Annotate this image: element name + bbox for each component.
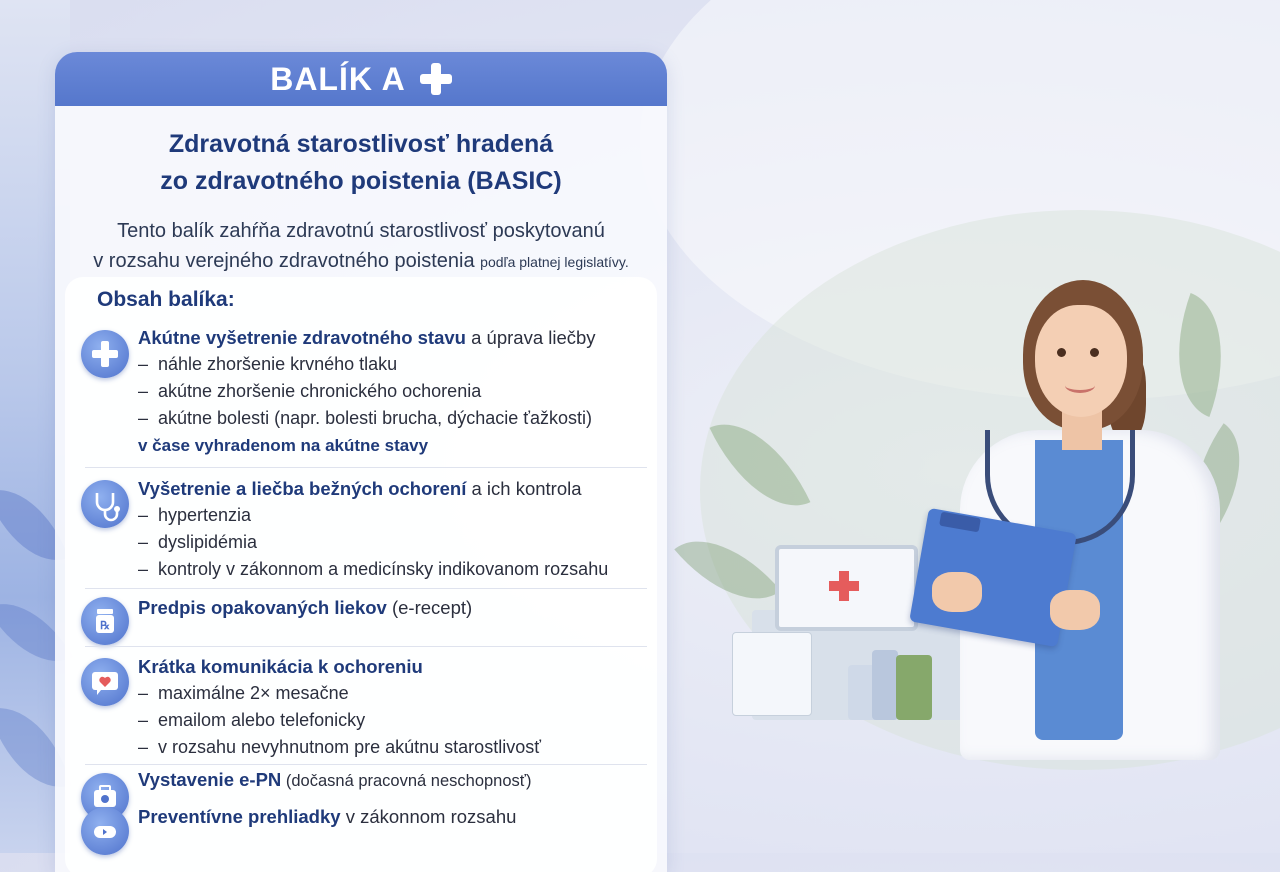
divider <box>85 588 647 589</box>
subtitle-line: Zdravotná starostlivosť hradená <box>168 130 554 158</box>
content-title: Obsah balíka: <box>97 288 235 311</box>
divider <box>85 467 647 468</box>
plant-leaf-icon <box>710 402 811 527</box>
document-icon <box>732 632 812 716</box>
divider <box>85 764 647 765</box>
medical-plus-icon <box>81 330 129 378</box>
content-box <box>65 277 657 872</box>
list-item: – v rozsahu nevyhnutnom pre akútnu starostlivosť <box>138 737 541 757</box>
svg-text:℞: ℞ <box>100 620 110 632</box>
package-description <box>55 216 667 277</box>
description-text: v rozsahu verejného zdravotného poistenia <box>93 250 475 272</box>
section-text <box>138 325 596 456</box>
doctor-eye <box>1090 348 1099 357</box>
subtitle-line: zo zdravotného poistenia (BASIC) <box>160 167 562 195</box>
description-line: Tento balík zahŕňa zdravotnú starostlivosť poskytovanú <box>117 220 605 242</box>
description-line <box>55 246 667 277</box>
package-subtitle <box>55 126 667 200</box>
list-item: – maximálne 2× mesačne <box>138 683 349 703</box>
prescription-icon <box>81 597 129 645</box>
section-heading: Akútne vyšetrenie zdravotného stavu a úprava liečby <box>138 327 596 348</box>
list-item: – akútne zhoršenie chronického ochorenia <box>138 381 482 401</box>
section-text <box>138 476 608 583</box>
section-heading: Krátka komunikácia k ochoreniu <box>138 656 423 677</box>
list-item: – hypertenzia <box>138 505 252 525</box>
section-note: v čase vyhradenom na akútne stavy <box>138 436 429 455</box>
doctor-smile <box>1065 378 1095 393</box>
vaccine-icon <box>81 807 129 855</box>
section-heading: Preventívne prehliadky v zákonnom rozsahu <box>138 806 517 827</box>
list-item: – emailom alebo telefonicky <box>138 710 366 730</box>
list-item: – náhle zhoršenie krvného tlaku <box>138 354 398 374</box>
section-text <box>138 767 531 794</box>
plus-icon <box>420 63 452 95</box>
list-item: – dyslipidémia <box>138 532 258 552</box>
section-heading: Vyšetrenie a liečba bežných ochorení a ich kontrola <box>138 478 582 499</box>
doctor-face <box>1035 305 1127 417</box>
doctor-hand <box>1050 590 1100 630</box>
section-heading: Vystavenie e-PN (dočasná pracovná neschopnosť) <box>138 769 532 790</box>
plant-leaf-icon <box>1153 293 1247 417</box>
list-item: – akútne bolesti (napr. bolesti brucha, dýchacie ťažkosti) <box>138 408 592 428</box>
list-item: – kontroly v zákonnom a medicínsky indikovanom rozsahu <box>138 559 609 579</box>
card-header <box>55 52 667 106</box>
medicine-bottle-icon <box>872 650 898 720</box>
doctor-eye <box>1057 348 1066 357</box>
package-title: BALÍK A <box>270 60 406 97</box>
section-heading: Predpis opakovaných liekov (e-recept) <box>138 597 473 618</box>
package-card <box>55 52 667 872</box>
monitor <box>775 545 918 631</box>
section-text <box>138 595 472 621</box>
stethoscope-icon <box>81 480 129 528</box>
divider <box>85 646 647 647</box>
section-text <box>138 804 516 830</box>
description-note: podľa platnej legislatívy. <box>480 254 629 270</box>
medicine-bottle-icon <box>896 655 932 720</box>
doctor-hand <box>932 572 982 612</box>
section-text <box>138 654 541 761</box>
chat-heart-icon <box>81 658 129 706</box>
